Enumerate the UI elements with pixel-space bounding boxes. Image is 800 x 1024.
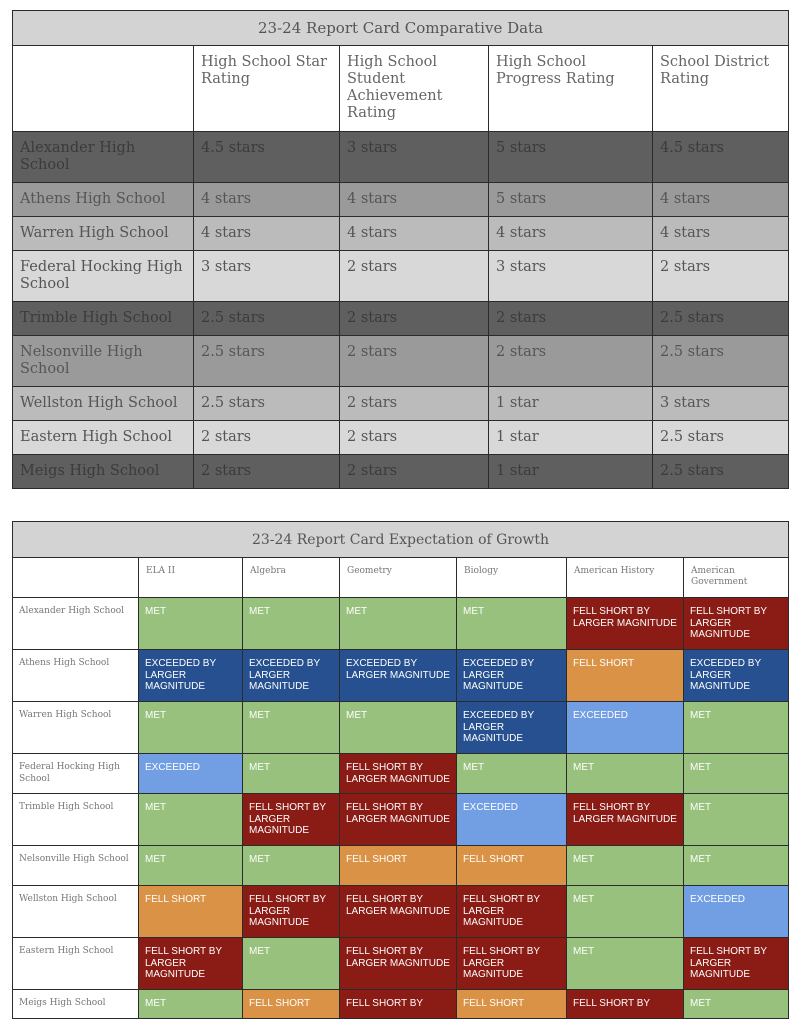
growth-header-row — [13, 558, 789, 598]
growth-status-cell: MET — [567, 938, 684, 990]
school-name: Warren High School — [13, 702, 139, 754]
rating-cell: 4 stars — [340, 217, 489, 251]
rating-cell: 2 stars — [653, 251, 789, 302]
growth-status-cell: MET — [243, 702, 340, 754]
growth-status-cell: MET — [139, 794, 243, 846]
growth-status-cell: EXCEEDED — [457, 794, 567, 846]
header-blank — [13, 558, 139, 598]
rating-cell: 5 stars — [489, 183, 653, 217]
rating-cell: 2 stars — [340, 336, 489, 387]
school-name: Eastern High School — [13, 421, 194, 455]
header-blank — [13, 46, 194, 132]
school-name: Nelsonville High School — [13, 336, 194, 387]
school-name: Trimble High School — [13, 302, 194, 336]
growth-status-cell: MET — [139, 990, 243, 1019]
growth-status-cell: FELL SHORT BY LARGER MAGNITUDE — [684, 938, 789, 990]
rating-cell: 2 stars — [340, 302, 489, 336]
growth-status-cell: FELL SHORT — [567, 650, 684, 702]
growth-status-cell: FELL SHORT BY LARGER MAGNITUDE — [139, 938, 243, 990]
rating-cell: 2 stars — [489, 302, 653, 336]
growth-status-cell: FELL SHORT BY LARGER MAGNITUDE — [340, 886, 457, 938]
school-name: Nelsonville High School — [13, 846, 139, 886]
growth-status-cell: EXCEEDED BY LARGER MAGNITUDE — [243, 650, 340, 702]
school-name: Wellston High School — [13, 886, 139, 938]
rating-cell: 4 stars — [653, 183, 789, 217]
growth-status-cell: MET — [243, 846, 340, 886]
rating-cell: 4 stars — [340, 183, 489, 217]
header-district-rating: School District Rating — [653, 46, 789, 132]
rating-cell: 4.5 stars — [653, 132, 789, 183]
rating-cell: 2.5 stars — [653, 336, 789, 387]
rating-cell: 2.5 stars — [653, 302, 789, 336]
rating-cell: 2 stars — [340, 251, 489, 302]
school-name: Meigs High School — [13, 990, 139, 1019]
growth-status-cell: FELL SHORT BY LARGER MAGNITUDE — [243, 886, 340, 938]
growth-row — [13, 794, 789, 846]
growth-status-cell: EXCEEDED — [684, 886, 789, 938]
growth-status-cell: FELL SHORT BY LARGER MAGNITUDE — [340, 794, 457, 846]
rating-cell: 2.5 stars — [194, 336, 340, 387]
school-name: Athens High School — [13, 650, 139, 702]
growth-status-cell: MET — [243, 598, 340, 650]
comparative-row — [13, 387, 789, 421]
rating-cell: 1 star — [489, 421, 653, 455]
rating-cell: 4 stars — [194, 183, 340, 217]
growth-status-cell: EXCEEDED BY LARGER MAGNITUDE — [340, 650, 457, 702]
growth-status-cell: FELL SHORT — [457, 846, 567, 886]
growth-status-cell: MET — [567, 846, 684, 886]
school-name: Alexander High School — [13, 132, 194, 183]
header-american-government: American Government — [684, 558, 789, 598]
growth-status-cell: EXCEEDED BY LARGER MAGNITUDE — [139, 650, 243, 702]
comparative-row — [13, 217, 789, 251]
rating-cell: 3 stars — [489, 251, 653, 302]
comparative-table-title: 23-24 Report Card Comparative Data — [13, 11, 789, 46]
growth-status-cell: MET — [243, 938, 340, 990]
growth-status-cell: EXCEEDED — [567, 702, 684, 754]
growth-status-cell: EXCEEDED BY LARGER MAGNITUDE — [457, 702, 567, 754]
rating-cell: 2.5 stars — [653, 421, 789, 455]
growth-status-cell: FELL SHORT BY LARGER MAGNITUDE — [567, 794, 684, 846]
rating-cell: 2 stars — [340, 455, 489, 489]
growth-status-cell: MET — [684, 846, 789, 886]
rating-cell: 2 stars — [340, 387, 489, 421]
growth-status-cell: MET — [684, 794, 789, 846]
school-name: Federal Hocking High School — [13, 754, 139, 794]
growth-row — [13, 990, 789, 1019]
rating-cell: 4 stars — [194, 217, 340, 251]
header-geometry: Geometry — [340, 558, 457, 598]
school-name: Federal Hocking High School — [13, 251, 194, 302]
rating-cell: 4 stars — [489, 217, 653, 251]
rating-cell: 5 stars — [489, 132, 653, 183]
header-progress-rating: High School Progress Rating — [489, 46, 653, 132]
growth-row — [13, 938, 789, 990]
comparative-row — [13, 336, 789, 387]
growth-row — [13, 754, 789, 794]
rating-cell: 2 stars — [340, 421, 489, 455]
growth-status-cell: MET — [139, 846, 243, 886]
growth-status-cell: MET — [243, 754, 340, 794]
header-achievement-rating: High School Student Achievement Rating — [340, 46, 489, 132]
growth-expectation-table — [12, 521, 789, 1019]
rating-cell: 2.5 stars — [194, 302, 340, 336]
growth-status-cell: MET — [567, 754, 684, 794]
school-name: Alexander High School — [13, 598, 139, 650]
growth-status-cell: MET — [340, 702, 457, 754]
school-name: Eastern High School — [13, 938, 139, 990]
growth-status-cell: EXCEEDED BY LARGER MAGNITUDE — [684, 650, 789, 702]
growth-status-cell: FELL SHORT BY LARGER MAGNITUDE — [340, 938, 457, 990]
growth-row — [13, 702, 789, 754]
growth-status-cell: FELL SHORT BY LARGER MAGNITUDE — [457, 938, 567, 990]
growth-status-cell: MET — [139, 598, 243, 650]
growth-status-cell: MET — [457, 754, 567, 794]
header-ela-ii: ELA II — [139, 558, 243, 598]
school-name: Trimble High School — [13, 794, 139, 846]
comparative-row — [13, 132, 789, 183]
growth-status-cell: FELL SHORT BY LARGER MAGNITUDE — [684, 598, 789, 650]
comparative-row — [13, 421, 789, 455]
comparative-row — [13, 302, 789, 336]
growth-status-cell: FELL SHORT — [340, 846, 457, 886]
growth-status-cell: MET — [684, 754, 789, 794]
comparative-row — [13, 251, 789, 302]
comparative-row — [13, 455, 789, 489]
growth-row — [13, 846, 789, 886]
growth-status-cell: EXCEEDED — [139, 754, 243, 794]
rating-cell: 1 star — [489, 387, 653, 421]
growth-status-cell: MET — [567, 886, 684, 938]
rating-cell: 2.5 stars — [653, 455, 789, 489]
rating-cell: 3 stars — [653, 387, 789, 421]
rating-cell: 3 stars — [194, 251, 340, 302]
growth-row — [13, 886, 789, 938]
comparative-row — [13, 183, 789, 217]
header-american-history: American History — [567, 558, 684, 598]
header-biology: Biology — [457, 558, 567, 598]
growth-row — [13, 598, 789, 650]
rating-cell: 4 stars — [653, 217, 789, 251]
growth-table-title: 23-24 Report Card Expectation of Growth — [13, 522, 789, 558]
growth-status-cell: FELL SHORT BY LARGER MAGNITUDE — [567, 598, 684, 650]
growth-status-cell: MET — [684, 990, 789, 1019]
rating-cell: 3 stars — [340, 132, 489, 183]
growth-status-cell: FELL SHORT BY LARGER MAGNITUDE — [457, 886, 567, 938]
growth-status-cell: MET — [457, 598, 567, 650]
comparative-data-table — [12, 10, 789, 489]
growth-status-cell: FELL SHORT BY — [340, 990, 457, 1019]
growth-status-cell: MET — [340, 598, 457, 650]
rating-cell: 1 star — [489, 455, 653, 489]
growth-status-cell: FELL SHORT — [457, 990, 567, 1019]
school-name: Athens High School — [13, 183, 194, 217]
header-star-rating: High School Star Rating — [194, 46, 340, 132]
school-name: Warren High School — [13, 217, 194, 251]
header-algebra: Algebra — [243, 558, 340, 598]
growth-status-cell: FELL SHORT BY LARGER MAGNITUDE — [243, 794, 340, 846]
school-name: Wellston High School — [13, 387, 194, 421]
rating-cell: 2.5 stars — [194, 387, 340, 421]
growth-status-cell: FELL SHORT — [139, 886, 243, 938]
growth-status-cell: EXCEEDED BY LARGER MAGNITUDE — [457, 650, 567, 702]
growth-status-cell: MET — [684, 702, 789, 754]
growth-status-cell: FELL SHORT BY LARGER MAGNITUDE — [340, 754, 457, 794]
growth-row — [13, 650, 789, 702]
growth-status-cell: FELL SHORT — [243, 990, 340, 1019]
rating-cell: 2 stars — [194, 455, 340, 489]
growth-status-cell: MET — [139, 702, 243, 754]
growth-status-cell: FELL SHORT BY — [567, 990, 684, 1019]
comparative-header-row — [13, 46, 789, 132]
rating-cell: 4.5 stars — [194, 132, 340, 183]
rating-cell: 2 stars — [489, 336, 653, 387]
rating-cell: 2 stars — [194, 421, 340, 455]
school-name: Meigs High School — [13, 455, 194, 489]
